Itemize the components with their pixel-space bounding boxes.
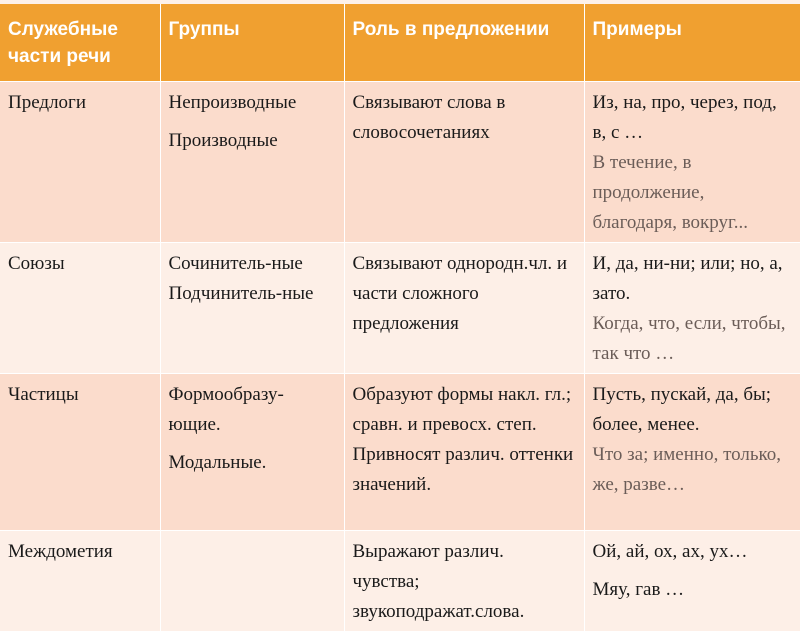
cell-examples bbox=[584, 81, 800, 242]
role-text: Связывают однородн.чл. и части сложного предложения bbox=[352, 252, 568, 334]
cell-groups bbox=[160, 373, 344, 530]
table-row-interjections bbox=[0, 530, 800, 631]
role-text: Выражают различ. чувства; звукоподражат.слова. bbox=[352, 540, 525, 622]
header-groups: Группы bbox=[160, 4, 344, 81]
group-label: Модальные. bbox=[168, 451, 267, 473]
table-row-conjunctions bbox=[0, 242, 800, 373]
examples-text: Из, на, про, через, под, в, с … bbox=[592, 91, 777, 143]
group-label: Формообразу-ющие. bbox=[168, 383, 284, 435]
role-text: Образуют формы накл. гл.; сравн. и превосх. степ. Привносят различ. оттенки значений. bbox=[352, 383, 574, 495]
cell-examples bbox=[584, 530, 800, 631]
role-text: Связывают слова в словосочетаниях bbox=[352, 91, 506, 143]
cell-groups bbox=[160, 242, 344, 373]
part-name: Частицы bbox=[8, 383, 79, 405]
cell-name bbox=[0, 373, 160, 530]
examples-text: Пусть, пускай, да, бы; более, менее. bbox=[592, 383, 772, 435]
cell-name bbox=[0, 530, 160, 631]
examples-secondary-text: Что за; именно, только, же, разве… bbox=[592, 443, 782, 495]
cell-role bbox=[344, 81, 584, 242]
table-row-prepositions bbox=[0, 81, 800, 242]
parts-of-speech-table bbox=[0, 4, 800, 632]
group-label: Производные bbox=[168, 129, 278, 151]
cell-role bbox=[344, 530, 584, 631]
group-label: Сочинитель-ные bbox=[168, 252, 303, 274]
cell-role bbox=[344, 373, 584, 530]
group-label: Подчинитель-ные bbox=[168, 282, 314, 304]
cell-examples bbox=[584, 373, 800, 530]
header-row bbox=[0, 4, 800, 81]
cell-role bbox=[344, 242, 584, 373]
part-name: Предлоги bbox=[8, 91, 87, 113]
header-role: Роль в предложении bbox=[344, 4, 584, 81]
examples-secondary-text: В течение, в продолжение, благодаря, вокруг... bbox=[592, 151, 748, 233]
table-row-particles bbox=[0, 373, 800, 530]
part-name: Союзы bbox=[8, 252, 65, 274]
part-name: Междометия bbox=[8, 540, 113, 562]
examples-secondary-text: Мяу, гав … bbox=[592, 578, 685, 600]
cell-groups bbox=[160, 530, 344, 631]
group-label: Непроизводные bbox=[168, 91, 297, 113]
cell-name bbox=[0, 242, 160, 373]
examples-secondary-text: Когда, что, если, чтобы, так что … bbox=[592, 312, 786, 364]
header-parts-of-speech: Служебные части речи bbox=[0, 4, 160, 81]
examples-text: И, да, ни-ни; или; но, а, зато. bbox=[592, 252, 783, 304]
cell-groups bbox=[160, 81, 344, 242]
examples-text: Ой, ай, ох, ах, ух… bbox=[592, 540, 748, 562]
cell-examples bbox=[584, 242, 800, 373]
header-examples: Примеры bbox=[584, 4, 800, 81]
cell-name bbox=[0, 81, 160, 242]
